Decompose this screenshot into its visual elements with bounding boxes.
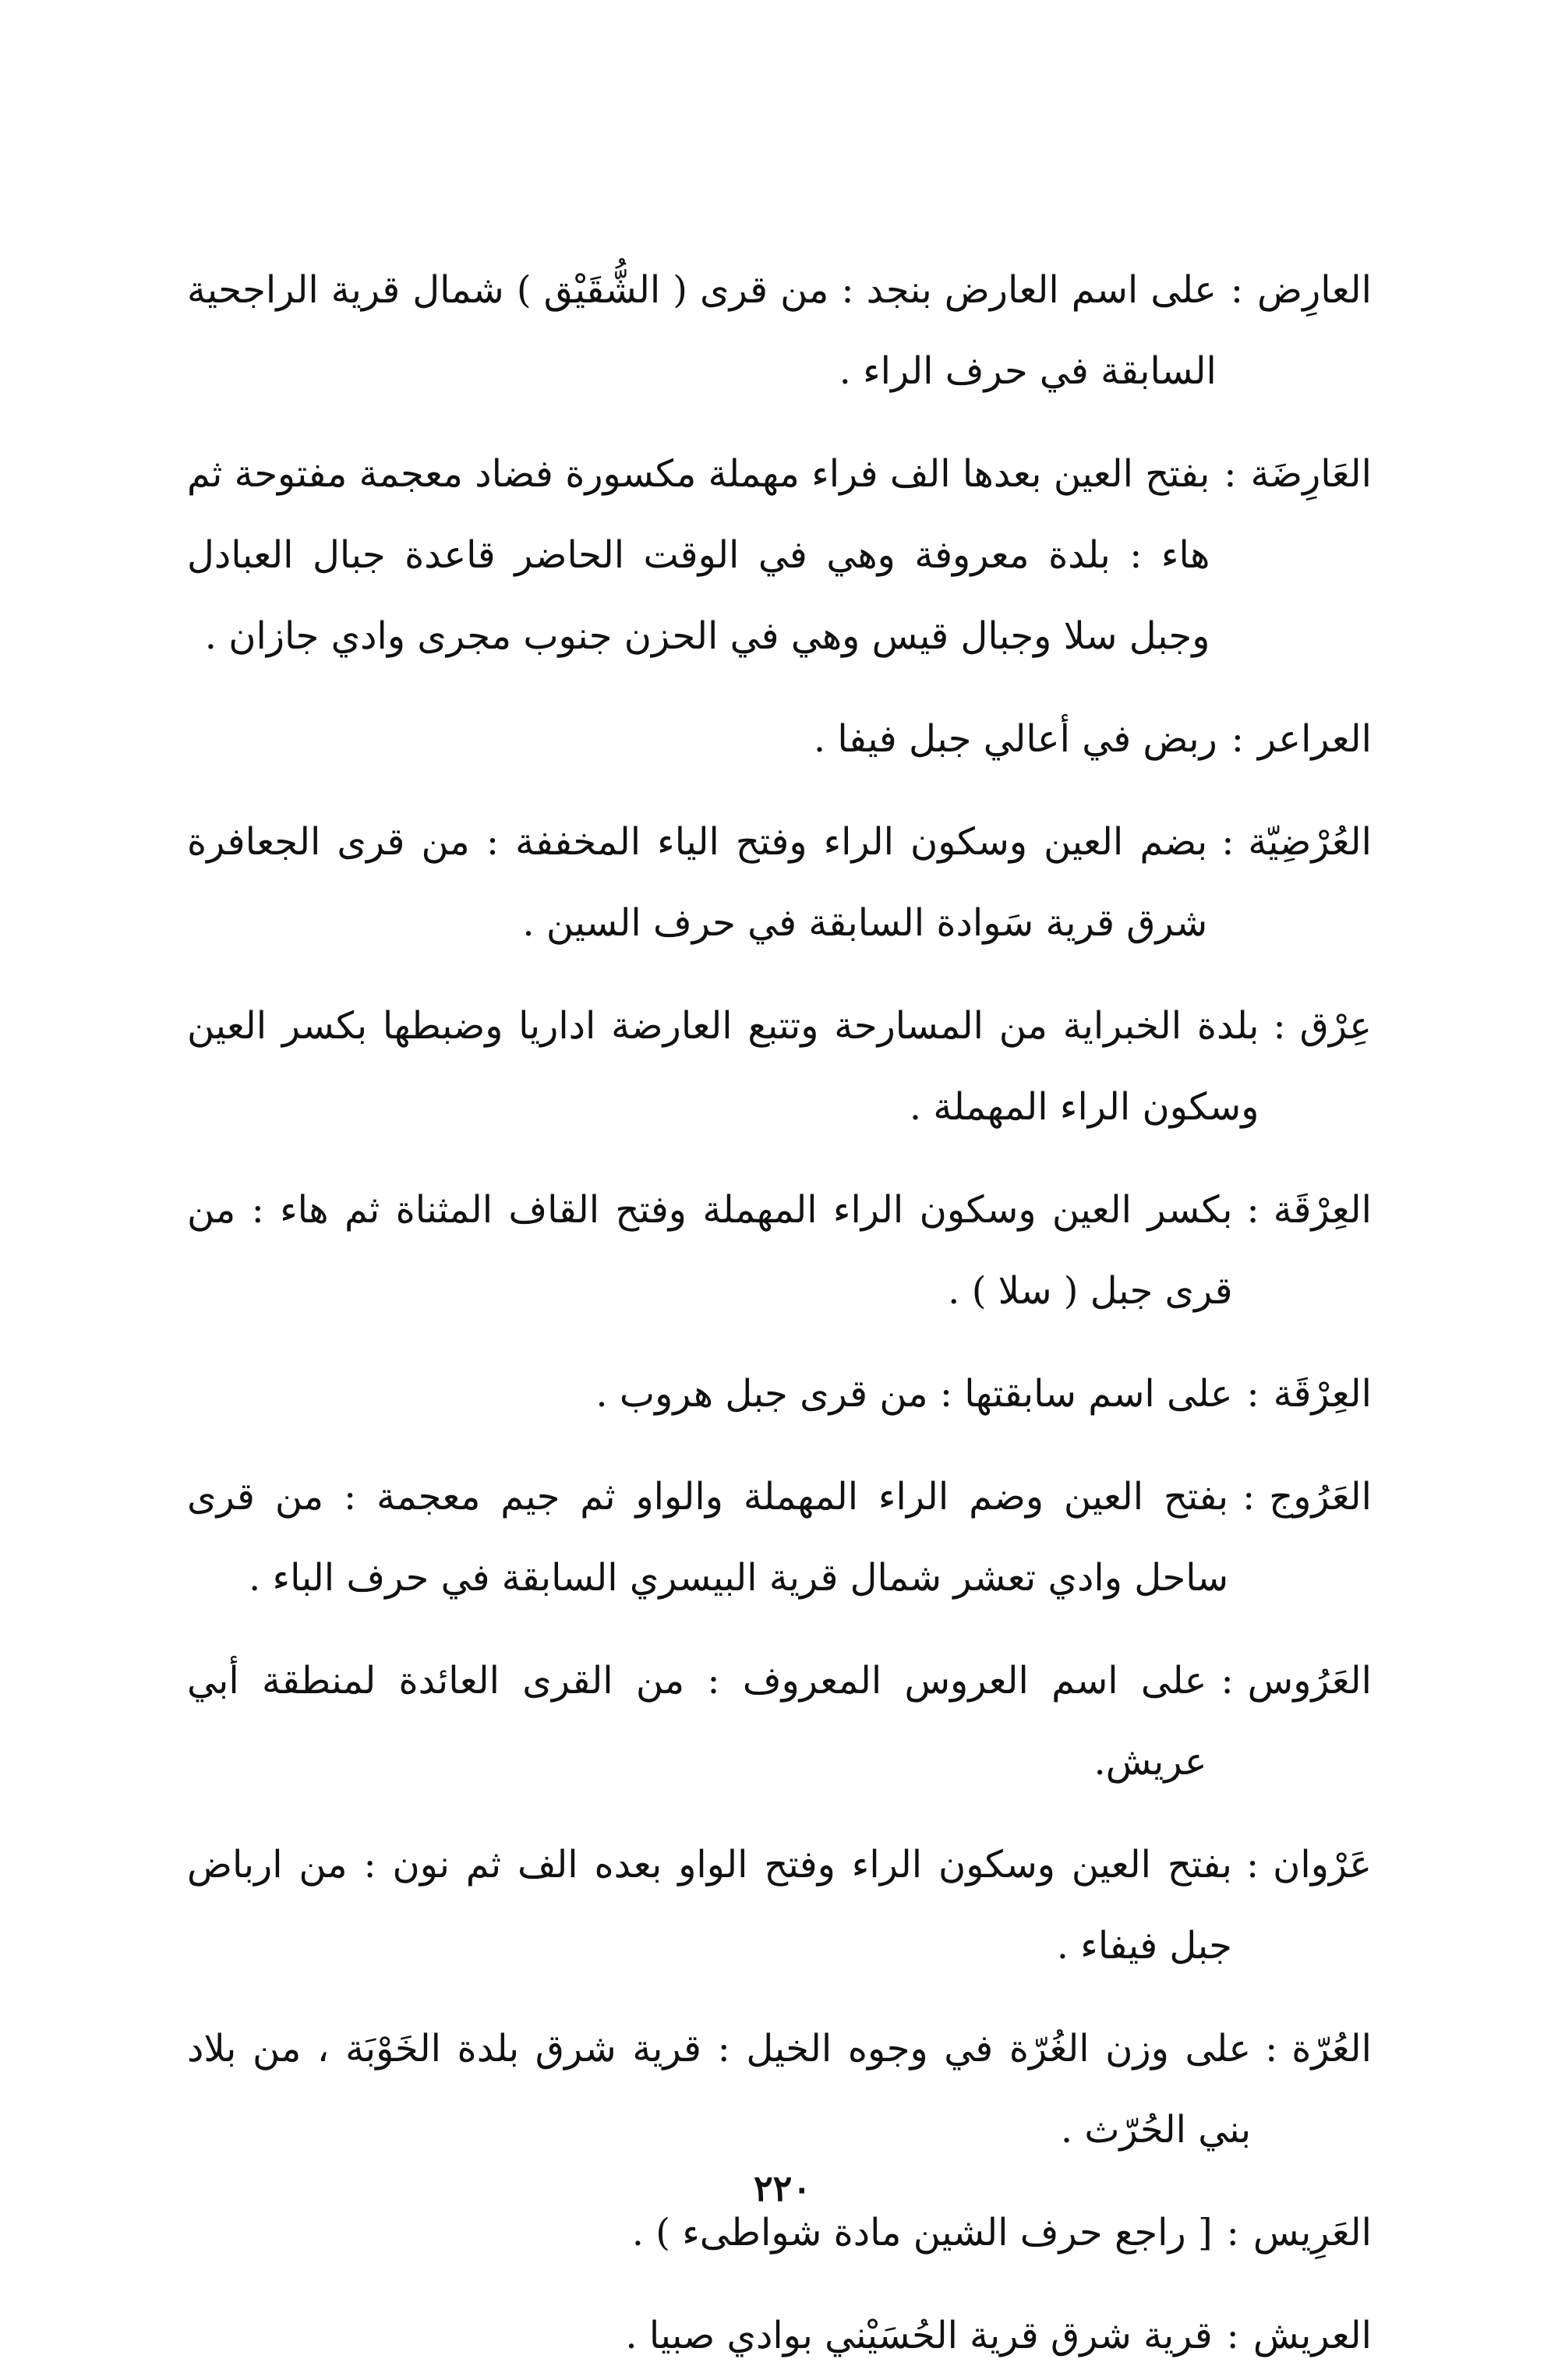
entry-definition: على اسم العروس المعروف : من القرى العائدة لمنطقة أبي عريش. [187,1659,1207,1784]
entry-term: عِرْق [1299,1004,1372,1048]
entry-definition: بكسر العين وسكون الراء المهملة وفتح القاف المثناة ثم هاء : من قرى جبل ( سلا ) . [187,1188,1233,1313]
entry-term: العريش [1252,2314,1372,2357]
entry-separator: : [1221,1659,1234,1703]
entry-term: العَرِيس [1252,2211,1372,2254]
entry-separator: : [1226,2314,1239,2357]
entry-separator: : [1226,2211,1239,2254]
entry-separator: : [1245,1843,1259,1887]
entry-term: العراعر [1257,717,1372,761]
entry-separator: : [1224,452,1237,496]
entry-separator: : [1273,1004,1286,1048]
entry-term: عَرْوان [1273,1843,1372,1887]
entry-term: العارِض [1257,268,1372,312]
entry [187,2295,1372,2376]
entry-term: العِرْقَة [1273,1188,1372,1232]
entry-definition: على اسم سابقتها : من قرى جبل هروب . [595,1372,1233,1416]
entry-definition: على وزن الغُرّة في وجوه الخيل : قرية شرق بلدة الخَوْبَة ، من بلاد بني الحُرّث . [187,2027,1252,2152]
entry [187,698,1372,780]
entry [187,985,1372,1148]
entry [187,249,1372,412]
entry-definition: بفتح العين وضم الراء المهملة والواو ثم جيم معجمة : من قرى ساحل وادي تعشر شمال قرية البيسري السابقة في حرف الباء . [187,1475,1229,1600]
entries-list [187,249,1372,2376]
entry-separator: : [1246,1372,1259,1416]
entry [187,433,1372,677]
entry-definition: بفتح العين بعدها الف فراء مهملة مكسورة فضاد معجمة مفتوحة ثم هاء : بلدة معروفة وهي في الوقت الحاضر قاعدة جبال العبادل وجبل سلا وجبال قيس وهي في الحزن جنوب مجرى وادي جازان . [187,452,1210,658]
entry-definition: بلدة الخبراية من المسارحة وتتبع العارضة اداريا وضبطها بكسر العين وسكون الراء المهملة . [187,1004,1259,1129]
entry-definition: ربض في أعالي جبل فيفا . [813,717,1217,761]
entry-term: العَرُوج [1269,1475,1372,1519]
entry-separator: : [1246,1188,1259,1232]
entry-separator: : [1265,2027,1278,2071]
entry-separator: : [1242,1475,1256,1519]
entry-term: العُرْضِيّة [1248,820,1372,864]
entry-term: العُرّة [1291,2027,1372,2071]
entry [187,1824,1372,1986]
entry-definition: قرية شرق قرية الحُسَيْني بوادي صبيا . [625,2314,1213,2357]
entry-term: العَارِضَة [1250,452,1372,496]
dictionary-page [187,249,1372,2357]
entry-separator: : [1230,268,1244,312]
entry-definition: على اسم العارض بنجد : من قرى ( الشُّقَيْق ) شمال قرية الراجحية السابقة في حرف الراء . [187,268,1217,393]
entry [187,1640,1372,1802]
entry [187,1353,1372,1434]
entry-definition: بضم العين وسكون الراء وفتح الياء المخففة : من قرى الجعافرة شرق قرية سَوادة السابقة في حرف السين . [187,820,1208,945]
entry [187,801,1372,964]
entry-separator: : [1221,820,1235,864]
entry-term: العِرْقَة [1273,1372,1372,1416]
entry-separator: : [1231,717,1244,761]
entry [187,1169,1372,1331]
entry-term: العَرُوس [1247,1659,1372,1703]
entry [187,1456,1372,1618]
entry-definition: بفتح العين وسكون الراء وفتح الواو بعده الف ثم نون : من ارباض جبل فيفاء . [187,1843,1232,1968]
entry [187,2008,1372,2170]
entry-definition: [ راجع حرف الشين مادة شواطىء ) . [631,2211,1213,2254]
page-number: ٢٢٠ [753,2167,812,2209]
